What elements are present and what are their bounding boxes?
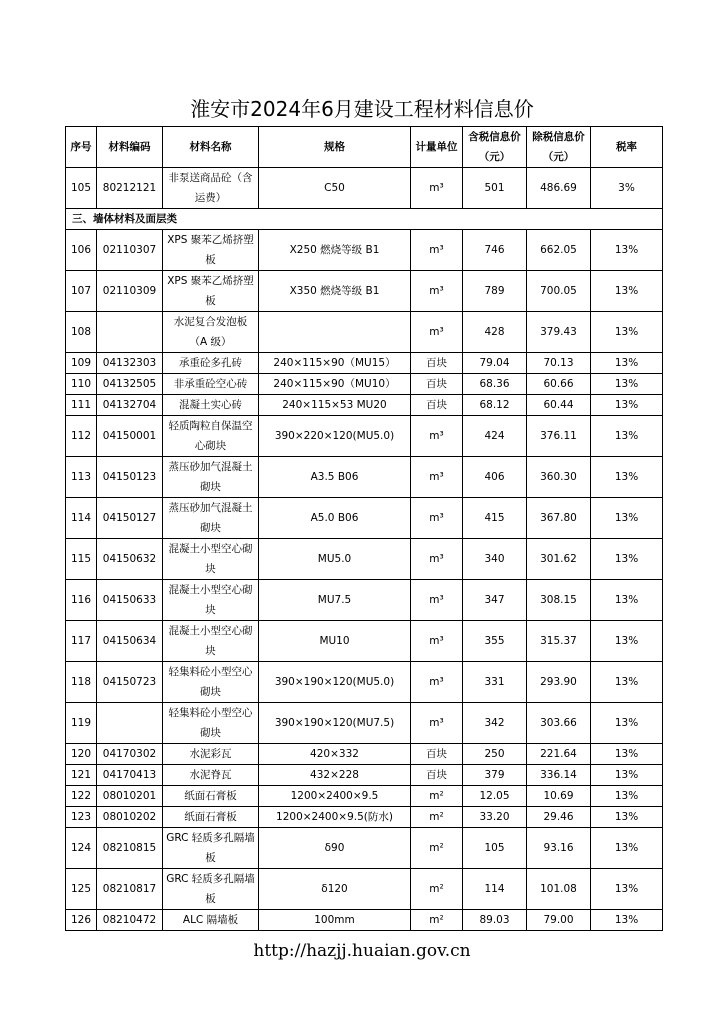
cell-unit: m³	[411, 271, 463, 312]
cell-price-tax: 33.20	[463, 807, 527, 828]
cell-price-notax: 93.16	[527, 828, 591, 869]
cell-tax-rate: 13%	[591, 910, 663, 931]
cell-seq: 113	[66, 457, 97, 498]
cell-price-notax: 293.90	[527, 662, 591, 703]
cell-spec: 432×228	[259, 765, 411, 786]
cell-spec: 240×115×90（MU15）	[259, 353, 411, 374]
cell-price-tax: 79.04	[463, 353, 527, 374]
cell-spec: 1200×2400×9.5(防水)	[259, 807, 411, 828]
cell-unit: m²	[411, 910, 463, 931]
cell-seq: 124	[66, 828, 97, 869]
cell-seq: 120	[66, 744, 97, 765]
cell-name: ALC 隔墙板	[163, 910, 259, 931]
cell-price-tax: 68.12	[463, 395, 527, 416]
cell-code: 08010201	[97, 786, 163, 807]
cell-name: 蒸压砂加气混凝土砌块	[163, 457, 259, 498]
cell-seq: 108	[66, 312, 97, 353]
cell-code: 02110309	[97, 271, 163, 312]
cell-seq: 115	[66, 539, 97, 580]
page-title: 淮安市2024年6月建设工程材料信息价	[190, 97, 534, 121]
cell-spec: MU5.0	[259, 539, 411, 580]
cell-unit: m³	[411, 416, 463, 457]
cell-seq: 122	[66, 786, 97, 807]
section-row	[66, 209, 663, 230]
cell-unit: m³	[411, 168, 463, 209]
cell-price-notax: 79.00	[527, 910, 591, 931]
cell-price-notax: 10.69	[527, 786, 591, 807]
cell-spec: 100mm	[259, 910, 411, 931]
cell-unit: m³	[411, 662, 463, 703]
cell-price-tax: 105	[463, 828, 527, 869]
table-row	[66, 828, 663, 869]
cell-spec: 390×220×120(MU5.0)	[259, 416, 411, 457]
table-row	[66, 910, 663, 931]
header-seq: 序号	[66, 127, 97, 168]
cell-seq: 123	[66, 807, 97, 828]
cell-code: 04132704	[97, 395, 163, 416]
cell-name: 混凝土实心砖	[163, 395, 259, 416]
material-rows	[66, 230, 663, 931]
cell-code: 04150723	[97, 662, 163, 703]
cell-code: 04150634	[97, 621, 163, 662]
table-row	[66, 416, 663, 457]
table-row	[66, 230, 663, 271]
table-row	[66, 353, 663, 374]
cell-name: 纸面石膏板	[163, 786, 259, 807]
cell-code: 04132505	[97, 374, 163, 395]
cell-seq: 105	[66, 168, 97, 209]
cell-tax-rate: 13%	[591, 580, 663, 621]
cell-tax-rate: 13%	[591, 395, 663, 416]
cell-tax-rate: 13%	[591, 744, 663, 765]
cell-price-notax: 60.44	[527, 395, 591, 416]
cell-tax-rate: 13%	[591, 374, 663, 395]
cell-unit: 百块	[411, 765, 463, 786]
cell-name: 承重砼多孔砖	[163, 353, 259, 374]
cell-code: 02110307	[97, 230, 163, 271]
cell-price-tax: 114	[463, 869, 527, 910]
cell-seq: 109	[66, 353, 97, 374]
cell-unit: 百块	[411, 353, 463, 374]
cell-name: GRC 轻质多孔隔墙板	[163, 869, 259, 910]
cell-name: 水泥复合发泡板（A 级）	[163, 312, 259, 353]
cell-code	[97, 312, 163, 353]
cell-name: 纸面石膏板	[163, 807, 259, 828]
cell-name: 轻集料砼小型空心砌块	[163, 662, 259, 703]
cell-price-tax: 355	[463, 621, 527, 662]
table-row	[66, 703, 663, 744]
cell-price-notax: 29.46	[527, 807, 591, 828]
cell-price-tax: 89.03	[463, 910, 527, 931]
table-row	[66, 807, 663, 828]
cell-name: XPS 聚苯乙烯挤塑板	[163, 271, 259, 312]
cell-seq: 107	[66, 271, 97, 312]
cell-tax-rate: 13%	[591, 869, 663, 910]
cell-spec: 390×190×120(MU5.0)	[259, 662, 411, 703]
cell-tax-rate: 13%	[591, 312, 663, 353]
cell-spec: MU7.5	[259, 580, 411, 621]
cell-code: 04170413	[97, 765, 163, 786]
cell-code: 04150633	[97, 580, 163, 621]
cell-name: 轻集料砼小型空心砌块	[163, 703, 259, 744]
cell-name: 轻质陶粒自保温空心砌块	[163, 416, 259, 457]
cell-name: 水泥彩瓦	[163, 744, 259, 765]
cell-price-notax: 301.62	[527, 539, 591, 580]
cell-seq: 111	[66, 395, 97, 416]
cell-tax-rate: 13%	[591, 621, 663, 662]
cell-name: 非泵送商品砼（含运费）	[163, 168, 259, 209]
table-row	[66, 869, 663, 910]
cell-price-tax: 415	[463, 498, 527, 539]
cell-unit: 百块	[411, 395, 463, 416]
header-name: 材料名称	[163, 127, 259, 168]
cell-code: 08210815	[97, 828, 163, 869]
table-row	[66, 621, 663, 662]
cell-spec: 1200×2400×9.5	[259, 786, 411, 807]
cell-spec: C50	[259, 168, 411, 209]
cell-tax-rate: 13%	[591, 765, 663, 786]
cell-seq: 125	[66, 869, 97, 910]
table-row	[66, 457, 663, 498]
cell-name: XPS 聚苯乙烯挤塑板	[163, 230, 259, 271]
cell-price-tax: 379	[463, 765, 527, 786]
cell-seq: 106	[66, 230, 97, 271]
cell-price-tax: 342	[463, 703, 527, 744]
section-title: 三、墙体材料及面层类	[66, 209, 663, 230]
cell-code: 04150001	[97, 416, 163, 457]
cell-spec: A5.0 B06	[259, 498, 411, 539]
cell-unit: m²	[411, 828, 463, 869]
cell-spec: 420×332	[259, 744, 411, 765]
cell-price-tax: 406	[463, 457, 527, 498]
table-row	[66, 580, 663, 621]
cell-price-notax: 700.05	[527, 271, 591, 312]
cell-tax-rate: 13%	[591, 498, 663, 539]
cell-price-tax: 68.36	[463, 374, 527, 395]
cell-seq: 117	[66, 621, 97, 662]
cell-seq: 118	[66, 662, 97, 703]
cell-spec: X250 燃烧等级 B1	[259, 230, 411, 271]
cell-unit: m³	[411, 498, 463, 539]
cell-price-notax: 315.37	[527, 621, 591, 662]
cell-unit: 百块	[411, 744, 463, 765]
cell-code: 04170302	[97, 744, 163, 765]
cell-name: 水泥脊瓦	[163, 765, 259, 786]
table-row	[66, 395, 663, 416]
header-unit: 计量单位	[411, 127, 463, 168]
cell-spec: 390×190×120(MU7.5)	[259, 703, 411, 744]
cell-price-tax: 501	[463, 168, 527, 209]
cell-price-notax: 662.05	[527, 230, 591, 271]
cell-unit: m²	[411, 807, 463, 828]
cell-tax-rate: 13%	[591, 807, 663, 828]
cell-seq: 119	[66, 703, 97, 744]
cell-price-notax: 376.11	[527, 416, 591, 457]
header-price-tax: 含税信息价（元）	[463, 127, 527, 168]
table-row	[66, 312, 663, 353]
cell-price-notax: 486.69	[527, 168, 591, 209]
cell-code: 04132303	[97, 353, 163, 374]
header-tax-rate: 税率	[591, 127, 663, 168]
cell-spec: δ90	[259, 828, 411, 869]
cell-name: 非承重砼空心砖	[163, 374, 259, 395]
cell-tax-rate: 13%	[591, 828, 663, 869]
cell-unit: m³	[411, 580, 463, 621]
table-row	[66, 662, 663, 703]
cell-price-tax: 250	[463, 744, 527, 765]
cell-seq: 114	[66, 498, 97, 539]
cell-tax-rate: 3%	[591, 168, 663, 209]
cell-spec: 240×115×53 MU20	[259, 395, 411, 416]
cell-spec: δ120	[259, 869, 411, 910]
cell-unit: m²	[411, 786, 463, 807]
cell-name: 混凝土小型空心砌块	[163, 621, 259, 662]
footer-url: http://hazjj.huaian.gov.cn	[253, 941, 471, 961]
cell-price-notax: 308.15	[527, 580, 591, 621]
price-table	[65, 126, 663, 931]
cell-unit: 百块	[411, 374, 463, 395]
cell-spec: A3.5 B06	[259, 457, 411, 498]
cell-code: 80212121	[97, 168, 163, 209]
cell-spec: 240×115×90（MU10）	[259, 374, 411, 395]
table-row	[66, 539, 663, 580]
cell-code	[97, 703, 163, 744]
cell-spec: MU10	[259, 621, 411, 662]
cell-price-tax: 428	[463, 312, 527, 353]
table-row	[66, 786, 663, 807]
header-code: 材料编码	[97, 127, 163, 168]
cell-tax-rate: 13%	[591, 353, 663, 374]
cell-price-notax: 360.30	[527, 457, 591, 498]
cell-price-notax: 303.66	[527, 703, 591, 744]
cell-price-tax: 331	[463, 662, 527, 703]
cell-unit: m³	[411, 312, 463, 353]
cell-tax-rate: 13%	[591, 416, 663, 457]
header-spec: 规格	[259, 127, 411, 168]
cell-tax-rate: 13%	[591, 457, 663, 498]
cell-spec: X350 燃烧等级 B1	[259, 271, 411, 312]
cell-code: 08010202	[97, 807, 163, 828]
cell-unit: m³	[411, 703, 463, 744]
cell-unit: m³	[411, 621, 463, 662]
cell-unit: m²	[411, 869, 463, 910]
table-row	[66, 765, 663, 786]
cell-seq: 116	[66, 580, 97, 621]
cell-price-notax: 60.66	[527, 374, 591, 395]
cell-tax-rate: 13%	[591, 539, 663, 580]
cell-price-tax: 12.05	[463, 786, 527, 807]
cell-code: 04150632	[97, 539, 163, 580]
cell-price-notax: 101.08	[527, 869, 591, 910]
cell-name: 混凝土小型空心砌块	[163, 539, 259, 580]
cell-seq: 126	[66, 910, 97, 931]
cell-name: 蒸压砂加气混凝土砌块	[163, 498, 259, 539]
table-row	[66, 271, 663, 312]
cell-price-tax: 746	[463, 230, 527, 271]
cell-unit: m³	[411, 539, 463, 580]
cell-price-notax: 70.13	[527, 353, 591, 374]
table-row	[66, 498, 663, 539]
cell-seq: 121	[66, 765, 97, 786]
table-row	[66, 744, 663, 765]
cell-seq: 110	[66, 374, 97, 395]
table-row	[66, 374, 663, 395]
cell-name: 混凝土小型空心砌块	[163, 580, 259, 621]
cell-price-tax: 347	[463, 580, 527, 621]
cell-price-notax: 221.64	[527, 744, 591, 765]
header-price-notax: 除税信息价（元）	[527, 127, 591, 168]
cell-tax-rate: 13%	[591, 230, 663, 271]
cell-tax-rate: 13%	[591, 271, 663, 312]
cell-tax-rate: 13%	[591, 662, 663, 703]
cell-price-tax: 424	[463, 416, 527, 457]
cell-price-notax: 367.80	[527, 498, 591, 539]
cell-name: GRC 轻质多孔隔墙板	[163, 828, 259, 869]
cell-price-notax: 379.43	[527, 312, 591, 353]
cell-tax-rate: 13%	[591, 703, 663, 744]
cell-seq: 112	[66, 416, 97, 457]
cell-price-notax: 336.14	[527, 765, 591, 786]
cell-price-tax: 340	[463, 539, 527, 580]
cell-tax-rate: 13%	[591, 786, 663, 807]
cell-code: 08210472	[97, 910, 163, 931]
cell-unit: m³	[411, 230, 463, 271]
cell-code: 04150123	[97, 457, 163, 498]
cell-price-tax: 789	[463, 271, 527, 312]
cell-code: 04150127	[97, 498, 163, 539]
table-row	[66, 168, 663, 209]
cell-unit: m³	[411, 457, 463, 498]
cell-code: 08210817	[97, 869, 163, 910]
header-row	[66, 127, 663, 168]
cell-spec	[259, 312, 411, 353]
